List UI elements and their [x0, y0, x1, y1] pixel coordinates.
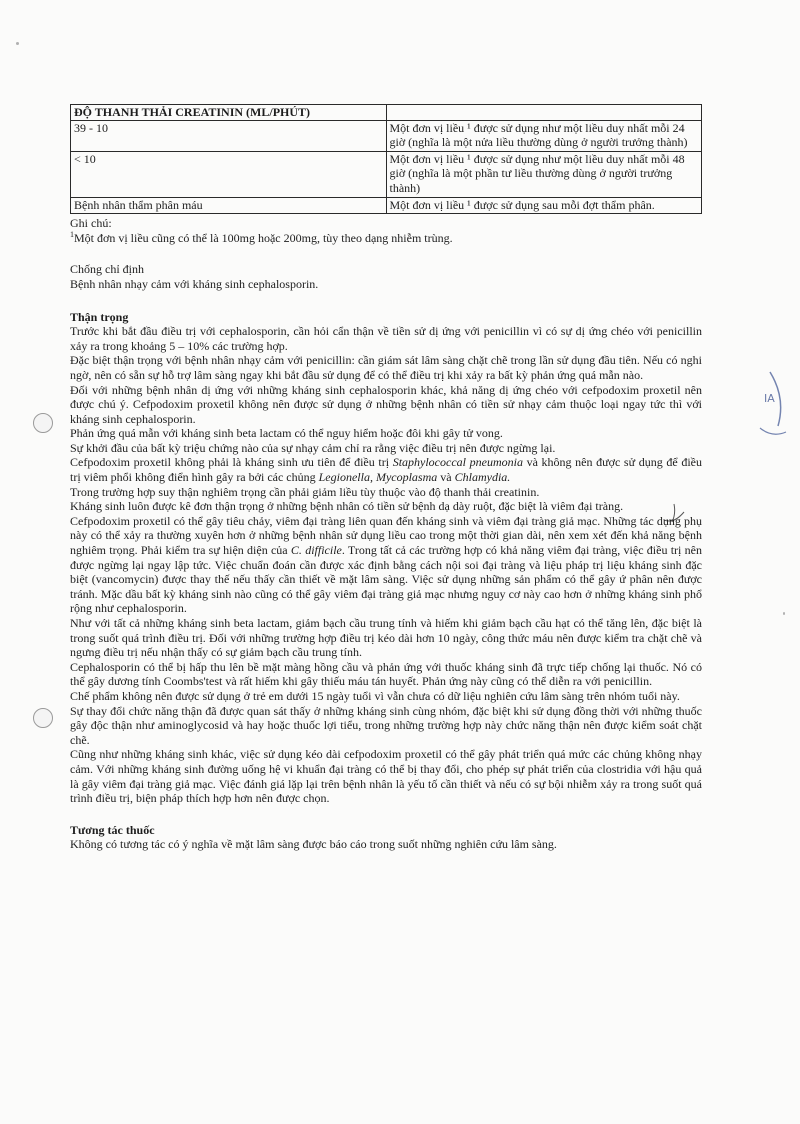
margin-stamp: IA	[764, 392, 775, 405]
scan-speck	[16, 42, 19, 45]
table-row	[71, 151, 702, 197]
paragraph	[70, 514, 702, 616]
table-header-row	[71, 105, 702, 121]
dose-description: Một đơn vị liều ¹ được sử dụng sau mỗi đợt thẩm phân.	[386, 197, 702, 214]
paragraph: Đối với những bệnh nhân dị ứng với những kháng sinh cephalosporin khác, khả năng dị ứng chéo với cefpodoxim proxetil nên được chú ý. Cefpodoxim proxetil không nên được sử dụng ở những bệnh nhân có tiền sử nhạy cảm thuộc loại ngay tức thì với kháng sinh cephalosporin.	[70, 382, 702, 426]
punch-hole-bottom	[33, 708, 53, 728]
footnote-marker: 1	[70, 229, 74, 239]
organism-name: Staphylococcal pneumonia	[392, 455, 523, 470]
text-run: và không nên được sử dụng để điều trị viêm phổi không điển hình gây ra bởi các chủng	[70, 455, 702, 485]
clearance-range: 39 - 10	[71, 120, 387, 151]
text-run: Cefpodoxim proxetil không phải là kháng sinh ưu tiên để điều trị	[70, 455, 393, 470]
interactions-text: Không có tương tác có ý nghĩa về mặt lâm sàng được báo cáo trong suốt những nghiên cứu lâm sàng.	[70, 837, 557, 852]
contraindications-heading: Chống chỉ định	[70, 262, 144, 277]
organism-name: Legionella, Mycoplasma	[318, 470, 438, 485]
scan-speck	[783, 612, 785, 615]
interactions-heading: Tương tác thuốc	[70, 822, 155, 837]
paragraph: Đặc biệt thận trọng với bệnh nhân nhạy cảm với penicillin: cần giám sát lâm sàng chặt chẽ trong lần sử dụng đầu tiên. Nếu có nghi ngờ, nên có sẵn sự hỗ trợ lâm sàng ngay khi bắt đầu sử dụng để có thể điều trị khi xảy ra bất kỳ phản ứng quá mẫn nào.	[70, 353, 702, 382]
interactions-section	[70, 823, 702, 852]
text-run: Cefpodoxim proxetil có thể gây tiêu chảy, viêm đại tràng liên quan đến kháng sinh và viêm đại tràng giả mạc. Những tác dụng phụ này có thể xảy ra thường xuyên hơn ở những bệnh nhân sử dụng liều cao trong một thời gian dài, nên xem xét đến khả năng bệnh nghiêm trọng. Phải kiểm tra sự hiện diện của	[70, 513, 702, 558]
organism-name: Chlamydia.	[454, 470, 511, 485]
paragraph: Phản ứng quá mẫn với kháng sinh beta lactam có thể nguy hiểm hoặc đôi khi gây tử vong.	[70, 426, 503, 441]
note-label: Ghi chú:	[70, 216, 112, 231]
precautions-heading: Thận trọng	[70, 309, 129, 324]
clearance-range: < 10	[71, 151, 387, 197]
creatinine-dosage-table	[70, 104, 702, 214]
note-text	[70, 231, 702, 246]
margin-stamp-arc	[752, 368, 792, 448]
paragraph: Sự khởi đầu của bất kỳ triệu chứng nào của sự nhạy cảm chỉ ra rằng việc điều trị nên được ngừng lại.	[70, 440, 556, 455]
paragraph: Trong trường hợp suy thận nghiêm trọng cần phải giảm liều tùy thuộc vào độ thanh thải creatinin.	[70, 484, 540, 499]
note-body: Một đơn vị liều cũng có thể là 100mg hoặc 200mg, tùy theo dạng nhiễm trùng.	[74, 230, 453, 245]
text-run: . Trong tất cả các trường hợp có khả năng viêm đại tràng, việc điều trị nên được ngừng lại ngay lập tức. Việc chuẩn đoán cần được xác định bằng cách nội soi đại tràng và liệu pháp trị liệu kháng sinh đặc biệt (vancomycin) được thay thế nếu thấy cần thiết về mặt lâm sàng. Việc sử dụng những sản phẩm có thể gây ứ phân nên được tránh. Mặc dầu bất kỳ kháng sinh nào cũng có thể gây viêm đại tràng giả mạc nhưng nguy cơ này cao hơn ở những kháng sinh phổ rộng như cephalosporin.	[70, 543, 702, 616]
paragraph: Kháng sinh luôn được kê đơn thận trọng ở những bệnh nhân có tiền sử bệnh dạ dày ruột, đặc biệt là viêm đại tràng.	[70, 499, 624, 514]
paragraph: Sự thay đổi chức năng thận đã được quan sát thấy ở những kháng sinh cùng nhóm, đặc biệt khi sử dụng đồng thời với những thuốc gây độc thận như aminoglycosid và hay hoặc thuốc lợi tiểu, trong những trường hợp này chức năng thận nên được kiểm soát chặt chẽ.	[70, 703, 702, 747]
table-row	[71, 120, 702, 151]
table-header: ĐỘ THANH THẢI CREATININ (ML/PHÚT)	[71, 105, 387, 121]
paragraph: Cephalosporin có thể bị hấp thu lên bề mặt màng hồng cầu và phản ứng với thuốc kháng sinh đã trực tiếp chống lại thuốc. Nó có thể gây dương tính Coombs'test và rất hiếm khi gây thiếu máu tán huyết. Phản ứng này cũng có thể diễn ra với penicillin.	[70, 659, 702, 689]
text-run: và	[437, 470, 455, 485]
dose-description: Một đơn vị liều ¹ được sử dụng như một liều duy nhất mỗi 24 giờ (nghĩa là một nửa liều thường dùng ở người trưởng thành)	[386, 120, 702, 151]
table-row	[71, 197, 702, 214]
paragraph: Trước khi bắt đầu điều trị với cephalosporin, cần hỏi cẩn thận về tiền sử dị ứng với penicillin vì có sự dị ứng chéo với penicillin xảy ra trong khoảng 5 – 10% các trường hợp.	[70, 324, 702, 353]
document-page	[70, 104, 702, 852]
clearance-range: Bệnh nhân thẩm phân máu	[71, 197, 387, 214]
paragraph	[70, 455, 702, 484]
paragraph: Cũng như những kháng sinh khác, việc sử dụng kéo dài cefpodoxim proxetil có thể gây phát triển quá mức các chủng không nhạy cảm. Với những kháng sinh đường uống hệ vi khuẩn đại tràng có thể bị thay đổi, cho phép sự phát triển của clostridia với hậu quả là gây viêm đại tràng giả mạc. Việc đánh giá lặp lại trên bệnh nhân là yếu tố cần thiết và nếu có sự bội nhiễm xảy ra trong suốt quá trình điều trị, biện pháp thích hợp hơn nên được chọn.	[70, 747, 702, 806]
paragraph: Như với tất cả những kháng sinh beta lactam, giảm bạch cầu trung tính và hiếm khi giảm bạch cầu hạt có thể tăng lên, đặc biệt là trong suốt quá trình điều trị. Đối với những trường hợp điều trị kéo dài hơn 10 ngày, công thức máu nên được kiểm tra chặt chẽ và ngưng điều trị nếu nhận thấy có sự giảm bạch cầu trung tính.	[70, 616, 702, 660]
contraindications-text: Bệnh nhân nhạy cảm với kháng sinh cephalosporin.	[70, 276, 319, 291]
punch-hole-top	[33, 413, 53, 433]
dose-description: Một đơn vị liều ¹ được sử dụng như một liều duy nhất mỗi 48 giờ (nghĩa là một phần tư liều thường dùng ở người trưởng thành)	[386, 151, 702, 197]
paragraph: Chế phẩm không nên được sử dụng ở trẻ em dưới 15 ngày tuổi vì vẫn chưa có dữ liệu nghiên cứu lâm sàng trên nhóm tuổi này.	[70, 688, 680, 703]
table-header-empty	[386, 105, 702, 121]
precautions-section	[70, 310, 702, 806]
contraindications-section	[70, 262, 702, 291]
organism-name: C. difficile	[290, 543, 342, 558]
